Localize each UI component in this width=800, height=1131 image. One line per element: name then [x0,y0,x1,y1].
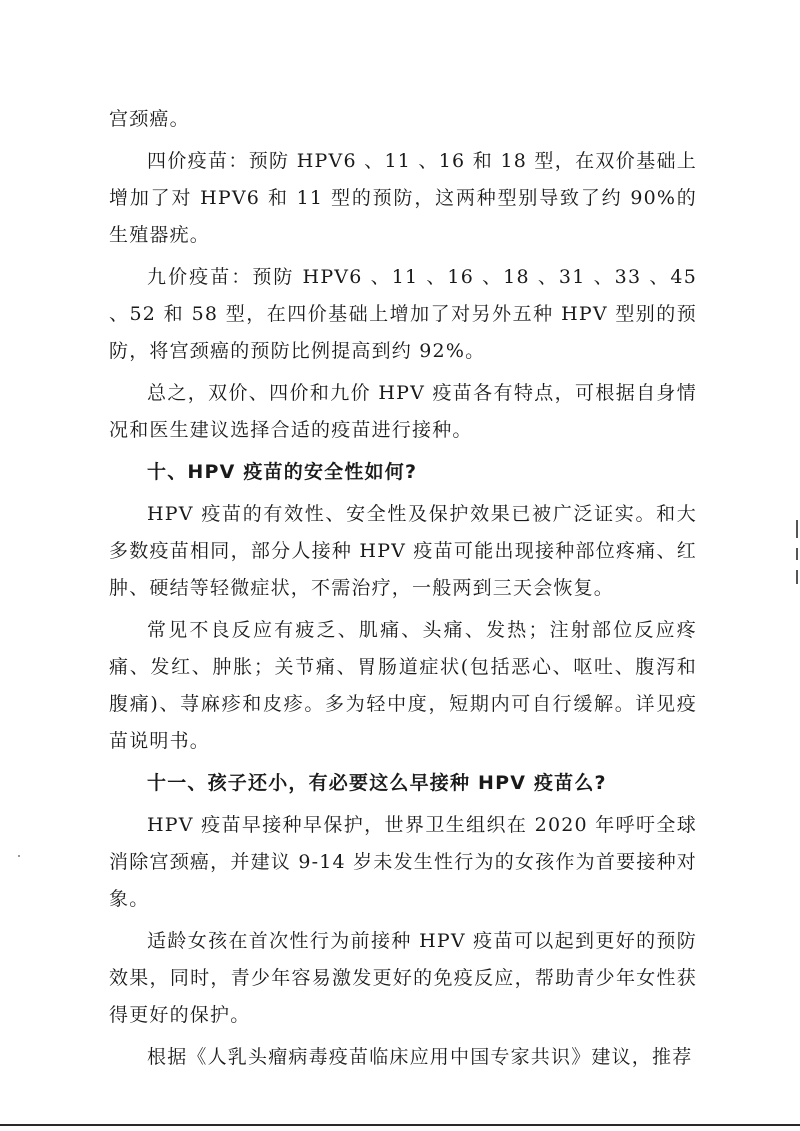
bottom-rule [0,1124,800,1126]
paragraph-better-protection: 适龄女孩在首次性行为前接种 HPV 疫苗可以起到更好的预防效果，同时，青少年容易激发更好的免疫反应，帮助青少年女性获得更好的保护。 [109,930,697,1026]
paragraph-early-vaccination: HPV 疫苗早接种早保护，世界卫生组织在 2020 年呼吁全球消除宫颈癌，并建议 9-14 岁未发生性行为的女孩作为首要接种对象。 [109,814,697,910]
paragraph-summary: 总之，双价、四价和九价 HPV 疫苗各有特点，可根据自身情况和医生建议选择合适的疫苗进行接种。 [109,382,697,441]
paragraph-expert-consensus: 根据《人乳头瘤病毒疫苗临床应用中国专家共识》建议，推荐 [147,1046,693,1068]
section-heading-10: 十、HPV 疫苗的安全性如何? [147,461,418,483]
section-heading-11: 十一、孩子还小，有必要这么早接种 HPV 疫苗么? [147,772,607,794]
paragraph-quadrivalent-vaccine: 四价疫苗：预防 HPV6 、11 、16 和 18 型，在双价基础上增加了对 HPV6 和 11 型的预防，这两种型别导致了约 90%的生殖器疣。 [109,150,697,246]
document-body [109,101,697,1076]
scan-speck [18,855,20,857]
paragraph-safety: HPV 疫苗的有效性、安全性及保护效果已被广泛证实。和大多数疫苗相同，部分人接种 HPV 疫苗可能出现接种部位疼痛、红肿、硬结等轻微症状，不需治疗，一般两到三天会恢复。 [109,503,697,599]
paragraph-adverse-reactions: 常见不良反应有疲乏、肌痛、头痛、发热；注射部位反应疼痛、发红、肿胀；关节痛、胃肠道症状(包括恶心、呕吐、腹泻和腹痛)、荨麻疹和皮疹。多为轻中度，短期内可自行缓解。详见疫苗说明书。 [109,619,697,752]
paragraph-nonavalent-vaccine: 九价疫苗：预防 HPV6 、11 、16 、18 、31 、33 、45 、52 和 58 型，在四价基础上增加了对另外五种 HPV 型别的预防，将宫颈癌的预防比例提高到约 92%。 [109,266,697,362]
paragraph-continuation: 宫颈癌。 [109,108,190,130]
scan-edge-mark [796,570,798,584]
scan-edge-mark [796,520,798,538]
scan-edge-mark [796,548,798,560]
